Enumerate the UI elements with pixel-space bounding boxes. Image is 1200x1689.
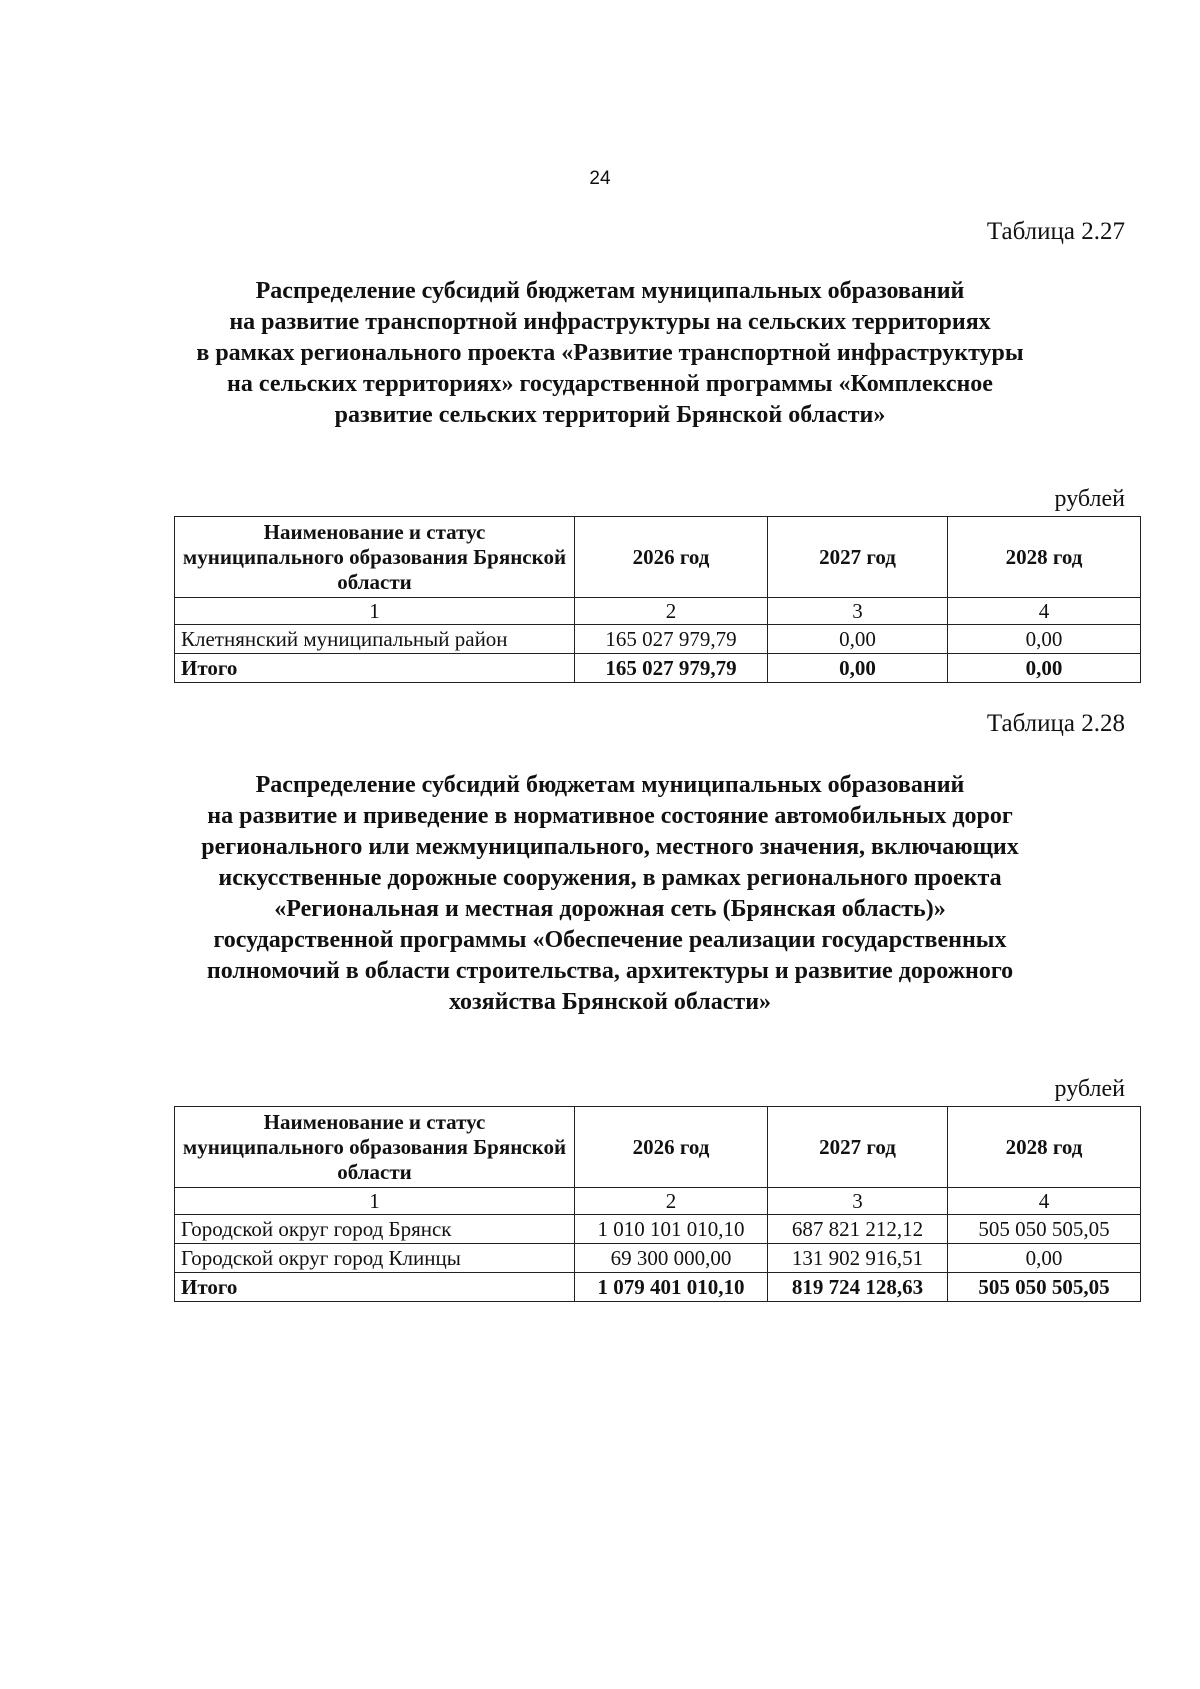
title-line: искусственные дорожные сооружения, в рамках регионального проекта <box>218 865 1002 891</box>
subsidy-table <box>174 516 1141 683</box>
column-number: 2 <box>575 598 768 625</box>
amount-cell: 0,00 <box>768 625 948 654</box>
total-amount: 819 724 128,63 <box>768 1273 948 1302</box>
page-number: 24 <box>589 168 611 189</box>
total-amount: 165 027 979,79 <box>575 654 768 683</box>
column-number-row <box>175 598 1141 625</box>
header-cell: Наименование и статус муниципального образования Брянской области <box>175 517 575 598</box>
amount-cell: 505 050 505,05 <box>948 1215 1141 1244</box>
total-amount: 0,00 <box>768 654 948 683</box>
header-cell: 2028 год <box>948 1107 1141 1188</box>
header-cell: 2026 год <box>575 1107 768 1188</box>
header-cell: 2027 год <box>768 517 948 598</box>
subsidy-table <box>174 1106 1141 1302</box>
column-number-row <box>175 1188 1141 1215</box>
table-label: Таблица 2.27 <box>986 218 1125 245</box>
column-number: 4 <box>948 1188 1141 1215</box>
column-number: 3 <box>768 1188 948 1215</box>
amount-cell: 0,00 <box>948 1244 1141 1273</box>
total-amount: 505 050 505,05 <box>948 1273 1141 1302</box>
amount-cell: 0,00 <box>948 625 1141 654</box>
title-line: «Региональная и местная дорожная сеть (Брянская область)» <box>274 896 946 922</box>
unit-label: рублей <box>1054 486 1125 512</box>
column-number: 2 <box>575 1188 768 1215</box>
title-line: регионального или межмуниципального, местного значения, включающих <box>201 834 1019 860</box>
title-line: в рамках регионального проекта «Развитие транспортной инфраструктуры <box>196 340 1024 366</box>
table-title <box>160 276 1060 431</box>
header-cell: Наименование и статус муниципального образования Брянской области <box>175 1107 575 1188</box>
amount-cell: 1 010 101 010,10 <box>575 1215 768 1244</box>
title-line: Распределение субсидий бюджетам муниципальных образований <box>255 278 965 304</box>
amount-cell: 69 300 000,00 <box>575 1244 768 1273</box>
amount-cell: 165 027 979,79 <box>575 625 768 654</box>
column-number: 3 <box>768 598 948 625</box>
title-line: на развитие и приведение в нормативное состояние автомобильных дорог <box>207 803 1013 829</box>
column-number: 1 <box>175 598 575 625</box>
amount-cell: 687 821 212,12 <box>768 1215 948 1244</box>
total-row <box>175 654 1141 683</box>
total-row <box>175 1273 1141 1302</box>
title-line: на развитие транспортной инфраструктуры на сельских территориях <box>229 309 991 335</box>
header-row <box>175 1107 1141 1188</box>
title-line: на сельских территориях» государственной программы «Комплексное <box>227 371 993 397</box>
header-row <box>175 517 1141 598</box>
title-line: государственной программы «Обеспечение реализации государственных <box>213 927 1007 953</box>
title-line: полномочий в области строительства, архитектуры и развитие дорожного <box>206 958 1014 984</box>
total-amount: 0,00 <box>948 654 1141 683</box>
municipality-name: Городской округ город Клинцы <box>175 1244 575 1273</box>
total-label: Итого <box>175 654 575 683</box>
column-number: 1 <box>175 1188 575 1215</box>
amount-cell: 131 902 916,51 <box>768 1244 948 1273</box>
table-row <box>175 1244 1141 1273</box>
title-line: развитие сельских территорий Брянской области» <box>334 402 886 428</box>
municipality-name: Городской округ город Брянск <box>175 1215 575 1244</box>
title-line: хозяйства Брянской области» <box>448 989 772 1015</box>
unit-label: рублей <box>1054 1076 1125 1102</box>
municipality-name: Клетнянский муниципальный район <box>175 625 575 654</box>
header-cell: 2027 год <box>768 1107 948 1188</box>
table-label: Таблица 2.28 <box>986 710 1125 737</box>
title-line: Распределение субсидий бюджетам муниципальных образований <box>255 772 965 798</box>
header-cell: 2026 год <box>575 517 768 598</box>
total-label: Итого <box>175 1273 575 1302</box>
table-title <box>160 770 1060 1018</box>
header-cell: 2028 год <box>948 517 1141 598</box>
table-row <box>175 625 1141 654</box>
table-row <box>175 1215 1141 1244</box>
total-amount: 1 079 401 010,10 <box>575 1273 768 1302</box>
column-number: 4 <box>948 598 1141 625</box>
